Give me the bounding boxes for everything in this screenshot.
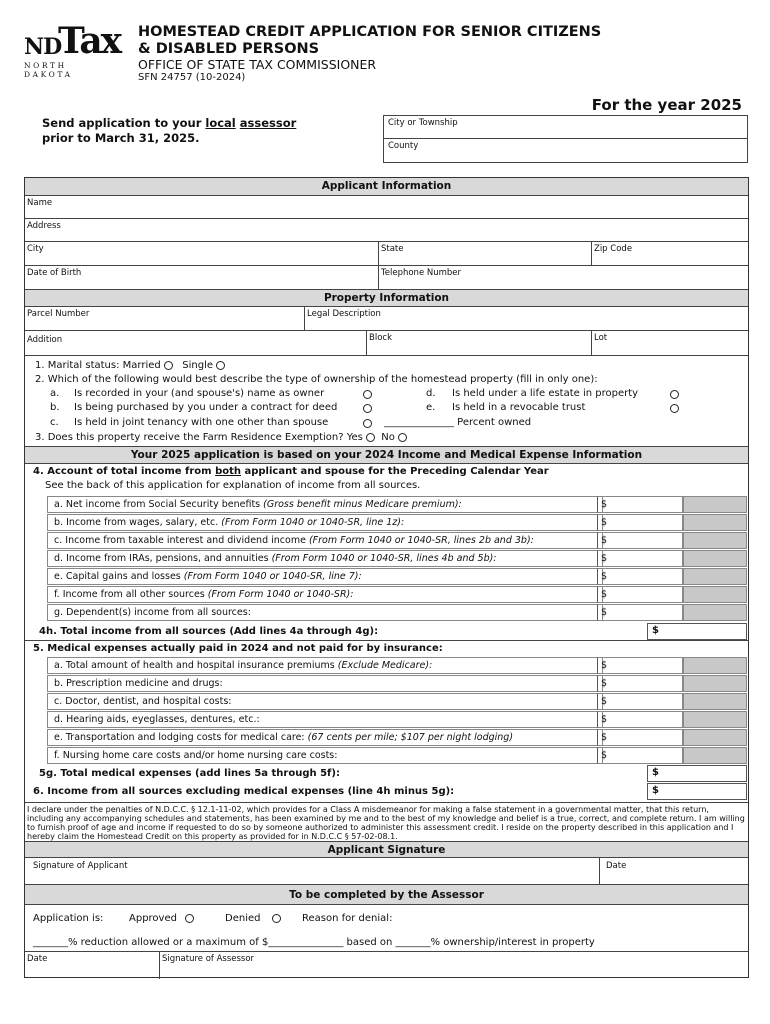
approved-label: Approved — [129, 913, 177, 924]
assessor-sign-row — [25, 951, 748, 979]
addition-block-lot-row — [25, 330, 748, 355]
q6-dollar: $ — [652, 785, 659, 796]
medical-line-note: (67 cents per mile; $107 per night lodging) — [307, 732, 514, 743]
opt-b-radio[interactable] — [363, 404, 372, 413]
income-line-5 — [47, 586, 603, 603]
opt-e-label: Is held in a revocable trust — [452, 402, 586, 413]
income-line-label: c. Income from taxable interest and dividend income — [54, 535, 309, 546]
medical-line-3 — [47, 711, 603, 728]
county-field[interactable]: County — [384, 138, 747, 160]
income-section — [25, 463, 748, 637]
dob-label: Date of Birth — [27, 268, 82, 278]
income-amount-field[interactable] — [597, 550, 683, 567]
income-line-note: (From Form 1040 or 1040-SR, line 7): — [183, 571, 362, 582]
single-label: Single — [182, 360, 214, 371]
state-label: State — [381, 244, 404, 254]
medical-total-field[interactable] — [647, 765, 747, 782]
opt-b-label: Is being purchased by you under a contract for deed — [74, 402, 338, 413]
income-amount-field[interactable] — [597, 514, 683, 531]
medical-line-5 — [47, 747, 603, 764]
opt-c-letter: c. — [50, 417, 59, 428]
send-assessor: assessor — [239, 116, 297, 130]
q4-post: applicant and spouse for the Preceding Calendar Year — [241, 466, 549, 477]
income-line-label: f. Income from all other sources — [54, 589, 208, 600]
q4-both: both — [215, 466, 242, 477]
logo-tax: Tax — [58, 20, 121, 62]
denied-label: Denied — [225, 913, 261, 924]
medical-line-label: e. Transportation and lodging costs for medical care: — [54, 732, 308, 743]
opt-a-letter: a. — [50, 388, 60, 399]
medical-shaded-cell — [683, 657, 747, 674]
assessor-section — [25, 904, 748, 977]
applicant-header: Applicant Information — [25, 178, 748, 195]
farm-no-label: No — [381, 432, 395, 443]
income-line-note: (From Form 1040 or 1040-SR, lines 2b and 3b): — [308, 535, 534, 546]
approved-radio[interactable] — [185, 914, 194, 923]
application-form — [24, 177, 749, 978]
medical-shaded-cell — [683, 729, 747, 746]
logo-nd: ND — [24, 34, 62, 60]
applicant-signature-row[interactable] — [25, 857, 748, 884]
form-title — [138, 24, 601, 58]
applicant-date-label: Date — [606, 861, 627, 871]
q4-subtitle: See the back of this application for explanation of income from all sources. — [45, 480, 421, 491]
income-amount-field[interactable] — [597, 496, 683, 513]
medical-shaded-cell — [683, 711, 747, 728]
income-shaded-cell — [683, 514, 747, 531]
legal-label: Legal Description — [307, 309, 381, 319]
income-line-1 — [47, 514, 603, 531]
medical-shaded-cell — [683, 747, 747, 764]
percent-owned[interactable]: ______________ Percent owned — [384, 417, 532, 428]
medical-line-label: b. Prescription medicine and drugs: — [54, 678, 223, 689]
medical-section — [25, 640, 748, 806]
farm-yes-radio[interactable] — [366, 433, 375, 442]
income-amount-field[interactable] — [597, 586, 683, 603]
income-total-label: 4h. Total income from all sources (Add lines 4a through 4g): — [39, 626, 379, 637]
title-line-2: & DISABLED PERSONS — [138, 41, 320, 57]
opt-d-radio[interactable] — [670, 390, 679, 399]
q4-title — [33, 466, 549, 477]
income-line-label: b. Income from wages, salary, etc. — [54, 517, 222, 528]
medical-amount-field[interactable] — [597, 711, 683, 728]
medical-line-1 — [47, 675, 603, 692]
medical-shaded-cell — [683, 675, 747, 692]
income-amount-field[interactable] — [597, 604, 683, 621]
medical-amount-field[interactable] — [597, 693, 683, 710]
medical-line-2 — [47, 693, 603, 710]
location-box — [383, 115, 748, 163]
logo-subtitle: NORTH DAKOTA — [24, 61, 73, 79]
income-line-label: d. Income from IRAs, pensions, and annuities — [54, 553, 272, 564]
assessor-date-label[interactable]: Date — [27, 954, 48, 964]
income-line-note: (Gross benefit minus Medicare premium): — [263, 499, 462, 510]
opt-d-letter: d. — [426, 388, 436, 399]
medical-amount-field[interactable] — [597, 729, 683, 746]
income-line-2 — [47, 532, 603, 549]
denied-radio[interactable] — [272, 914, 281, 923]
income-amount-field[interactable] — [597, 568, 683, 585]
farm-no-radio[interactable] — [398, 433, 407, 442]
medical-dollar-sign: $ — [601, 750, 608, 761]
medical-dollar-sign: $ — [601, 732, 608, 743]
income-line-label: g. Dependent(s) income from all sources: — [54, 607, 251, 618]
income-dollar-sign: $ — [601, 553, 608, 564]
income-line-0 — [47, 496, 603, 513]
income-shaded-cell — [683, 550, 747, 567]
medical-shaded-cell — [683, 693, 747, 710]
opt-c-label: Is held in joint tenancy with one other than spouse — [74, 417, 329, 428]
income-line-note: (From Form 1040 or 1040-SR, lines 4b and 5b): — [271, 553, 497, 564]
income-total-field[interactable] — [647, 623, 747, 640]
q1-label: 1. Marital status: Married — [35, 360, 161, 371]
income-shaded-cell — [683, 532, 747, 549]
denied-option — [225, 913, 281, 924]
send-instructions — [42, 116, 296, 146]
city-label: City — [27, 244, 44, 254]
income-total-dollar: $ — [652, 625, 659, 636]
opt-a-radio[interactable] — [363, 390, 372, 399]
income-line-3 — [47, 550, 603, 567]
medical-line-0 — [47, 657, 603, 674]
medical-line-note: (Exclude Medicare): — [337, 660, 433, 671]
q6-label: 6. Income from all sources excluding medical expenses (line 4h minus 5g): — [33, 786, 455, 797]
addition-label: Addition — [27, 335, 63, 345]
income-dollar-sign: $ — [601, 535, 608, 546]
income-dollar-sign: $ — [601, 571, 608, 582]
lot-label: Lot — [594, 333, 608, 343]
name-label: Name — [27, 198, 53, 208]
assessor-header: To be completed by the Assessor — [25, 884, 748, 904]
income-amount-field[interactable] — [597, 532, 683, 549]
reason-label[interactable]: Reason for denial: — [302, 913, 393, 924]
for-year: For the year 2025 — [591, 96, 742, 114]
income-line-label: a. Net income from Social Security benefits — [54, 499, 264, 510]
approved-option — [129, 913, 194, 924]
q5-title: 5. Medical expenses actually paid in 2024 and not paid for by insurance: — [33, 643, 443, 654]
signature-header: Applicant Signature — [25, 841, 748, 857]
address-field[interactable] — [25, 218, 748, 241]
income-shaded-cell — [683, 496, 747, 513]
parcel-label: Parcel Number — [27, 309, 90, 319]
income-shaded-cell — [683, 604, 747, 621]
opt-d-label: Is held under a life estate in property — [452, 388, 639, 399]
medical-dollar-sign: $ — [601, 678, 608, 689]
name-field[interactable] — [25, 195, 748, 218]
declaration-text: I declare under the penalties of N.D.C.C. § 12.1-11-02, which provides for a Class A misdemeanor for making a false statement in a governmental matter, that this return, including any accompanying schedules and statements, has been examined by me and to the best of my knowledge and belief is a true, correct, and complete return. I am willing to furnish proof of age and income if requested to do so by someone authorized to administer this assessment credit. I reside on the property described in this application and I hereby claim the Homestead Credit on this property as provided for in N.D.C.C § 57-02-08.1. — [27, 805, 745, 841]
income-line-note: (From Form 1040 or 1040-SR, line 1z): — [221, 517, 405, 528]
opt-b-letter: b. — [50, 402, 60, 413]
send-text: Send application to your — [42, 116, 206, 130]
income-shaded-cell — [683, 586, 747, 603]
address-label: Address — [27, 221, 61, 231]
q3-label: 3. Does this property receive the Farm Residence Exemption? Yes — [35, 432, 363, 443]
opt-c-radio[interactable] — [363, 419, 372, 428]
medical-line-label: d. Hearing aids, eyeglasses, dentures, etc.: — [54, 714, 260, 725]
application-is-label: Application is: — [33, 913, 104, 924]
medical-total-label: 5g. Total medical expenses (add lines 5a through 5f): — [39, 768, 340, 779]
medical-amount-field[interactable] — [597, 657, 683, 674]
income-dollar-sign: $ — [601, 589, 608, 600]
marital-status — [35, 360, 225, 371]
block-label: Block — [369, 333, 392, 343]
ownership-questions — [25, 355, 748, 446]
income-line-label: e. Capital gains and losses — [54, 571, 184, 582]
zip-label: Zip Code — [594, 244, 633, 254]
married-radio[interactable] — [164, 361, 173, 370]
medical-line-4 — [47, 729, 603, 746]
city-state-zip-row — [25, 241, 748, 265]
office-name: OFFICE OF STATE TAX COMMISSIONER — [138, 57, 377, 72]
dob-phone-row — [25, 265, 748, 289]
applicant-signature-label: Signature of Applicant — [33, 861, 128, 871]
q6-field[interactable] — [647, 783, 747, 800]
property-header: Property Information — [25, 289, 748, 306]
income-line-note: (From Form 1040 or 1040-SR): — [207, 589, 354, 600]
medical-dollar-sign: $ — [601, 714, 608, 725]
income-line-4 — [47, 568, 603, 585]
city-township-field[interactable]: City or Township — [388, 118, 458, 128]
medical-line-label: a. Total amount of health and hospital insurance premiums — [54, 660, 338, 671]
medical-dollar-sign: $ — [601, 696, 608, 707]
assessor-signature-label[interactable]: Signature of Assessor — [162, 954, 255, 964]
medical-line-label: f. Nursing home care costs and/or home nursing care costs: — [54, 750, 338, 761]
medical-total-dollar: $ — [652, 767, 659, 778]
parcel-legal-row — [25, 306, 748, 330]
medical-amount-field[interactable] — [597, 747, 683, 764]
send-deadline: prior to March 31, 2025. — [42, 131, 200, 145]
income-shaded-cell — [683, 568, 747, 585]
single-radio[interactable] — [216, 361, 225, 370]
nd-tax-logo — [24, 20, 121, 79]
send-local: local — [205, 116, 236, 130]
reduction-line[interactable]: _______% reduction allowed or a maximum of $_______________ based on _______% ownership/interest in property — [33, 937, 595, 948]
declaration-box — [25, 802, 748, 842]
q4-pre: 4. Account of total income from — [33, 466, 216, 477]
q2-text: 2. Which of the following would best describe the type of ownership of the homestead property (fill in only one): — [35, 374, 598, 385]
form-number: SFN 24757 (10-2024) — [138, 72, 246, 83]
opt-e-radio[interactable] — [670, 404, 679, 413]
medical-dollar-sign: $ — [601, 660, 608, 671]
title-line-1: HOMESTEAD CREDIT APPLICATION FOR SENIOR CITIZENS — [138, 24, 602, 40]
medical-line-label: c. Doctor, dentist, and hospital costs: — [54, 696, 232, 707]
income-line-6 — [47, 604, 603, 621]
phone-label: Telephone Number — [381, 268, 462, 278]
income-dollar-sign: $ — [601, 499, 608, 510]
income-dollar-sign: $ — [601, 607, 608, 618]
income-header: Your 2025 application is based on your 2024 Income and Medical Expense Information — [25, 446, 748, 463]
q3-farm-exemption — [35, 432, 407, 443]
medical-amount-field[interactable] — [597, 675, 683, 692]
income-dollar-sign: $ — [601, 517, 608, 528]
opt-e-letter: e. — [426, 402, 436, 413]
opt-a-label: Is recorded in your (and spouse's) name as owner — [74, 388, 325, 399]
